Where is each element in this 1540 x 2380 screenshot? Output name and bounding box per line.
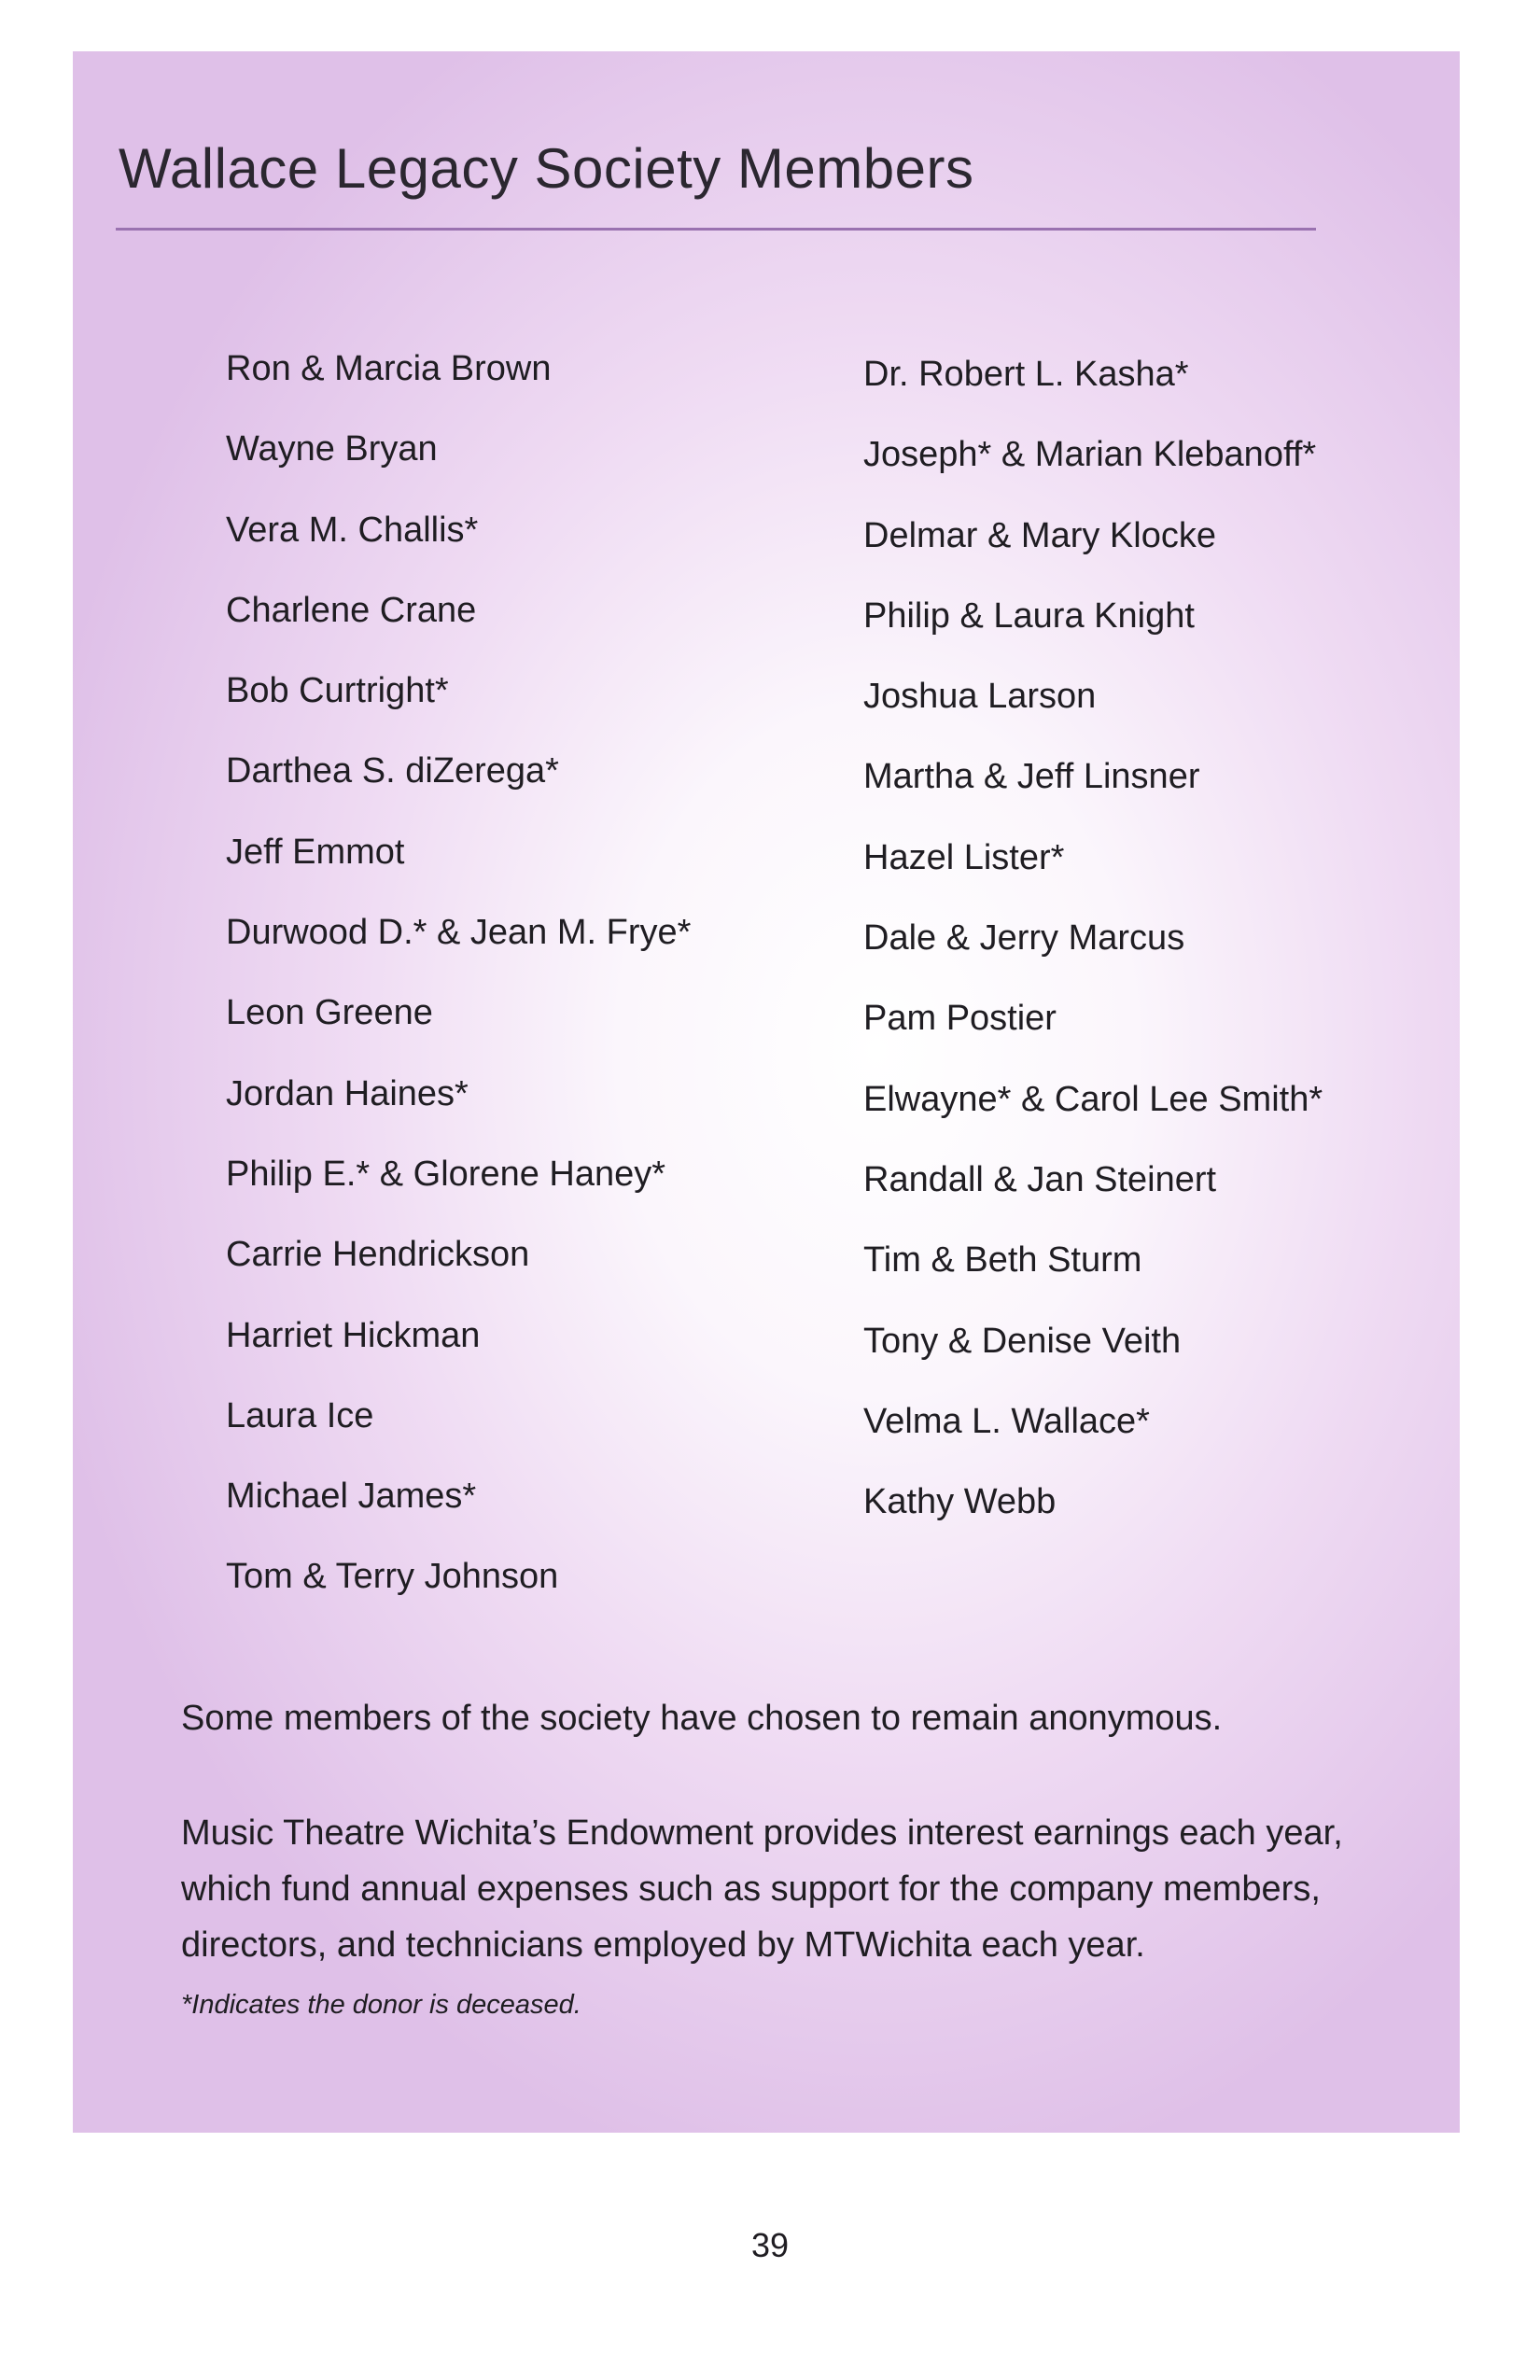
member-name: Wayne Bryan	[226, 429, 438, 469]
member-name: Durwood D.* & Jean M. Frye*	[226, 913, 692, 953]
member-name: Martha & Jeff Linsner	[863, 757, 1200, 797]
member-name: Delmar & Mary Klocke	[863, 515, 1216, 555]
member-name: Hazel Lister*	[863, 837, 1065, 877]
anonymous-note: Some members of the society have chosen to remain anonymous.	[181, 1699, 1223, 1738]
member-name: Joseph* & Marian Klebanoff*	[863, 435, 1317, 475]
member-name: Laura Ice	[226, 1395, 374, 1435]
members-list-right	[863, 349, 1323, 1557]
page-title: Wallace Legacy Society Members	[119, 137, 974, 200]
member-name: Velma L. Wallace*	[863, 1401, 1150, 1441]
endowment-description: Music Theatre Wichita’s Endowment provides interest earnings each year, which fund annual expenses such as support for the company members, directors, and technicians employed by MTWichita each year.	[181, 1813, 1343, 1965]
member-name: Tim & Beth Sturm	[863, 1240, 1142, 1281]
member-name: Leon Greene	[226, 993, 433, 1033]
member-name: Philip E.* & Glorene Haney*	[226, 1154, 666, 1194]
member-name: Kathy Webb	[863, 1482, 1057, 1522]
member-name: Tony & Denise Veith	[863, 1321, 1182, 1361]
title-divider	[116, 228, 1316, 231]
member-name: Pam Postier	[863, 999, 1057, 1039]
member-name: Ron & Marcia Brown	[226, 349, 552, 388]
page-number: 39	[750, 2226, 790, 2264]
member-name: Bob Curtright*	[226, 671, 449, 711]
member-name: Jordan Haines*	[226, 1073, 469, 1113]
member-name: Jeff Emmot	[226, 832, 405, 872]
member-name: Randall & Jan Steinert	[863, 1159, 1217, 1199]
member-name: Harriet Hickman	[226, 1315, 481, 1355]
member-name: Dale & Jerry Marcus	[863, 918, 1185, 959]
member-name: Dr. Robert L. Kasha*	[863, 355, 1189, 394]
member-name: Darthea S. diZerega*	[226, 751, 559, 791]
member-name: Michael James*	[226, 1477, 477, 1517]
member-name: Tom & Terry Johnson	[226, 1557, 559, 1597]
member-name: Carrie Hendrickson	[226, 1235, 530, 1275]
member-name: Joshua Larson	[863, 677, 1097, 717]
members-list-left	[226, 343, 691, 1632]
member-name: Philip & Laura Knight	[863, 595, 1195, 636]
deceased-footnote: *Indicates the donor is deceased.	[181, 1990, 581, 2020]
member-name: Vera M. Challis*	[226, 510, 479, 550]
member-name: Elwayne* & Carol Lee Smith*	[863, 1079, 1323, 1119]
member-name: Charlene Crane	[226, 590, 477, 630]
